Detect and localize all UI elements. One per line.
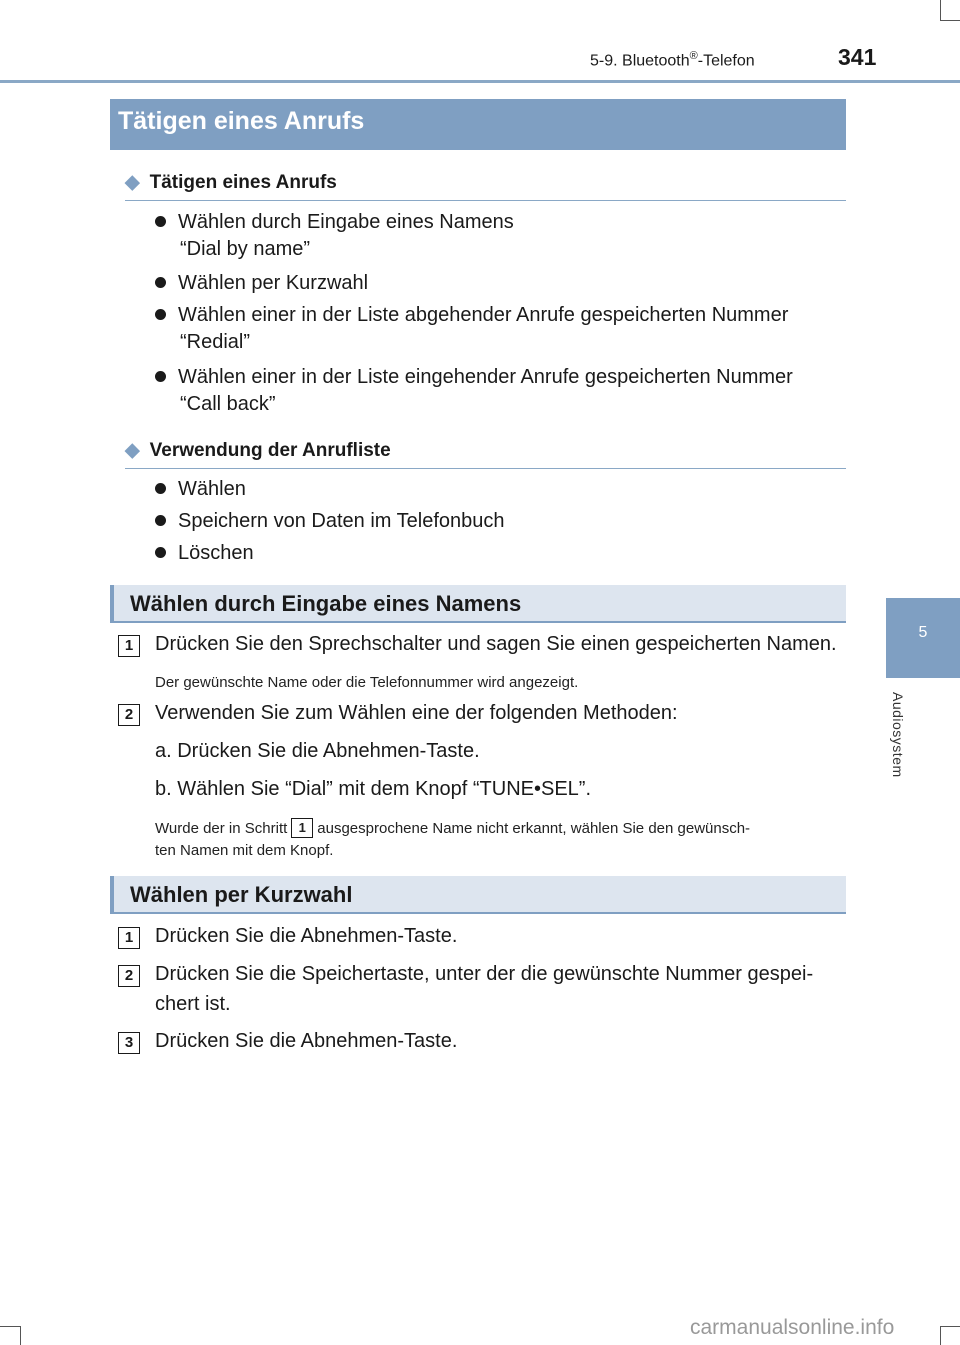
chapter-label: Audiosystem: [890, 692, 906, 778]
watermark-link[interactable]: carmanualsonline.info: [690, 1316, 895, 1339]
crop-mark: [940, 1326, 941, 1345]
page-number: 341: [838, 44, 877, 70]
step-note: Der gewünschte Name oder die Telefonnummer wird angezeigt.: [155, 674, 579, 691]
step-number: 1: [118, 635, 140, 657]
registered-mark: ®: [689, 50, 698, 62]
step-number: 2: [118, 965, 140, 987]
list-item-text: Wählen per Kurzwahl: [178, 272, 369, 294]
step-text: Verwenden Sie zum Wählen eine der folgenden Methoden:: [155, 702, 678, 724]
note-text: ausgesprochene Name nicht erkannt, wählen Sie den gewünsch-: [317, 820, 751, 837]
step-number: 2: [118, 704, 140, 726]
diamond-icon: ◆: [125, 172, 140, 193]
list-item-text: Wählen durch Eingabe eines Namens: [178, 211, 514, 233]
bullet-icon: [155, 277, 166, 288]
subsection-title: [125, 439, 846, 469]
list-item-text: Löschen: [178, 542, 254, 564]
info-note: [155, 818, 750, 838]
step-text: Drücken Sie den Sprechschalter und sagen Sie einen gespeicherten Namen.: [155, 633, 837, 655]
bullet-icon: [155, 547, 166, 558]
step-number: 3: [118, 1032, 140, 1054]
step-option-a: a. Drücken Sie die Abnehmen-Taste.: [155, 740, 480, 762]
note-text: Wurde der in Schritt: [155, 820, 288, 837]
step-option-b: b. Wählen Sie “Dial” mit dem Knopf “TUNE•SEL”.: [155, 778, 592, 800]
header-divider: [0, 80, 960, 83]
crop-mark: [940, 1326, 960, 1327]
chapter-tab: [886, 598, 960, 678]
list-item: [155, 207, 514, 237]
bullet-icon: [155, 483, 166, 494]
crop-mark: [0, 1326, 20, 1327]
section-heading: Wählen per Kurzwahl: [110, 876, 846, 914]
step-number: 1: [118, 927, 140, 949]
list-item: [155, 300, 788, 330]
step-text: Drücken Sie die Abnehmen-Taste.: [155, 1030, 458, 1052]
list-item-continuation: “Dial by name”: [180, 238, 311, 260]
list-item: [155, 268, 368, 298]
step-text: Drücken Sie die Speichertaste, unter der die gewünschte Nummer gespei-: [155, 963, 814, 985]
list-item: [155, 362, 793, 392]
info-note-line2: ten Namen mit dem Knopf.: [155, 842, 334, 859]
step-reference: 1: [291, 818, 313, 838]
list-item: [155, 474, 246, 504]
list-item: [155, 538, 254, 568]
bullet-icon: [155, 216, 166, 227]
bullet-icon: [155, 515, 166, 526]
crop-mark: [940, 0, 941, 20]
header-section-suffix: -Telefon: [697, 52, 755, 70]
subsection-title: [125, 171, 846, 201]
diamond-icon: ◆: [125, 440, 140, 461]
list-item-text: Wählen einer in der Liste abgehender Anrufe gespeicherten Nummer: [178, 304, 789, 326]
chapter-number: 5: [918, 624, 928, 641]
subsection-title-text: Tätigen eines Anrufs: [149, 172, 337, 193]
bullet-icon: [155, 371, 166, 382]
crop-mark: [20, 1326, 21, 1345]
list-item-continuation: “Call back”: [180, 393, 276, 415]
list-item-continuation: “Redial”: [180, 331, 251, 353]
list-item-text: Speichern von Daten im Telefonbuch: [178, 510, 505, 532]
step-text-continuation: chert ist.: [155, 993, 231, 1015]
list-item: [155, 506, 505, 536]
header-section-prefix: 5-9. Bluetooth: [590, 52, 690, 70]
list-item-text: Wählen einer in der Liste eingehender Anrufe gespeicherten Nummer: [178, 366, 793, 388]
crop-mark: [940, 20, 960, 21]
running-header: [590, 50, 755, 70]
bullet-icon: [155, 309, 166, 320]
main-title: Tätigen eines Anrufs: [110, 99, 846, 150]
step-text: Drücken Sie die Abnehmen-Taste.: [155, 925, 458, 947]
section-heading: Wählen durch Eingabe eines Namens: [110, 585, 846, 623]
list-item-text: Wählen: [178, 478, 246, 500]
subsection-title-text: Verwendung der Anrufliste: [149, 440, 391, 461]
